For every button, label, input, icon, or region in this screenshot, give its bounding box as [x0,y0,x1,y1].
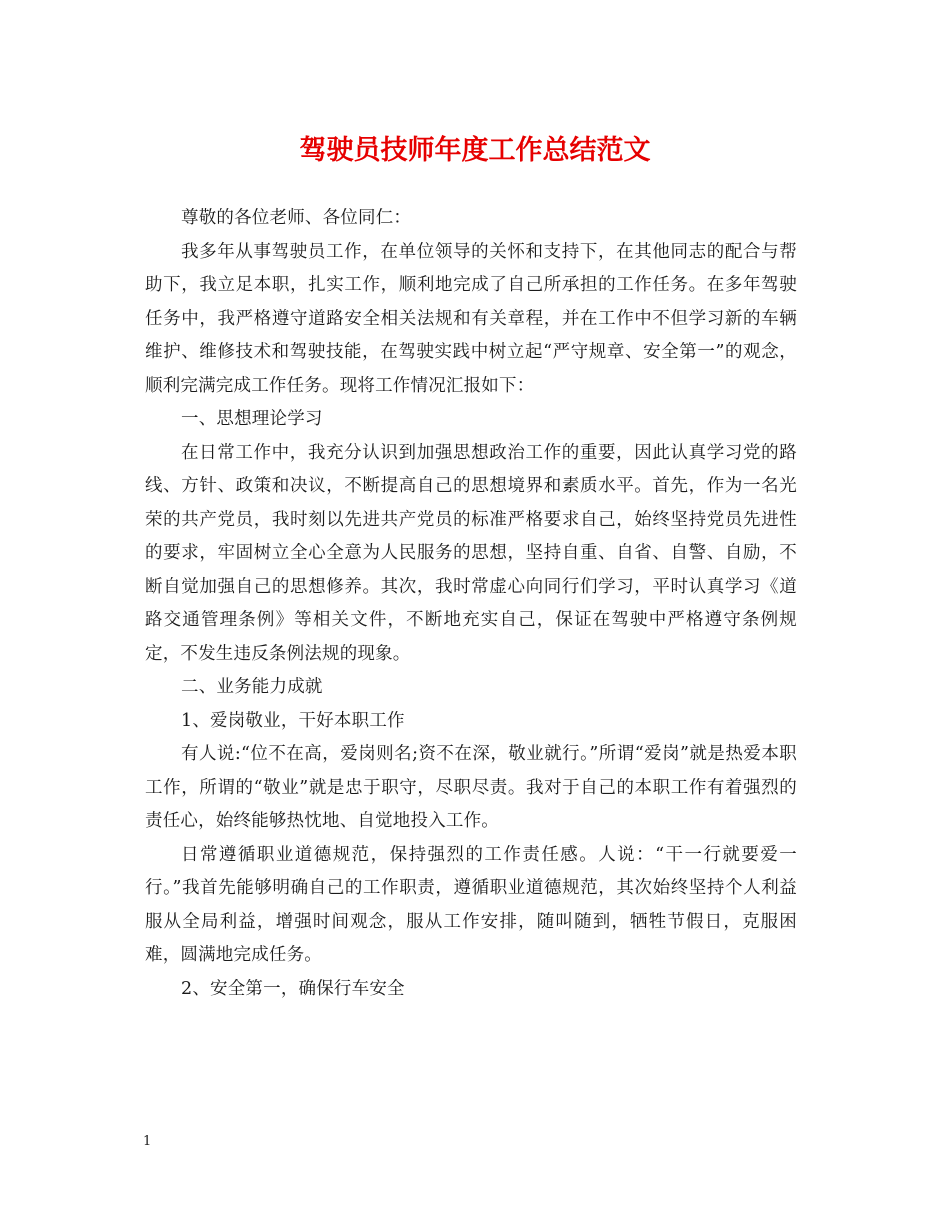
page-number: 1 [143,1134,152,1149]
subsection-heading-dedication: 1、爱岗敬业，干好本职工作 [181,710,405,731]
ideology-paragraph: 在日常工作中，我充分认识到加强思想政治工作的重要，因此认真学习党的路线、方针、政策和决议，不断提高自己的思想境界和素质水平。首先，作为一名光荣的共产党员，我时刻以先进共产党员的标准严格要求自己，始终坚持党员先进性的要求，牢固树立全心全意为人民服务的思想，坚持自重、自省、自警、自励，不断自觉加强自己的思想修养。其次，我时常虚心向同行们学习，平时认真学习《道路交通管理条例》等相关文件，不断地充实自己，保证在驾驶中严格遵守条例规定，不发生违反条例法规的现象。 [145,442,797,664]
document-body [145,202,797,1006]
salutation-paragraph: 尊敬的各位老师、各位同仁： [181,208,412,228]
ethics-paragraph: 日常遵循职业道德规范，保持强烈的工作责任感。人说：“干一行就要爱一行。”我首先能够明确自己的工作职责，遵循职业道德规范，其次始终坚持个人利益服从全局利益，增强时间观念，服从工作安排，随叫随到，牺牲节假日，克服困难，圆满地完成任务。 [145,844,797,965]
subsection-heading-safety: 2、安全第一，确保行车安全 [181,978,405,999]
section-heading-ideology: 一、思想理论学习 [181,409,323,429]
section-heading-ability: 二、业务能力成就 [181,677,323,697]
dedication-paragraph: 有人说:“位不在高，爱岗则名;资不在深，敬业就行。”所谓“爱岗”就是热爱本职工作，所谓的“敬业”就是忠于职守，尽职尽责。我对于自己的本职工作有着强烈的责任心，始终能够热忱地、自觉地投入工作。 [145,744,797,831]
document-title: 驾驶员技师年度工作总结范文 [299,135,651,166]
intro-paragraph: 我多年从事驾驶员工作，在单位领导的关怀和支持下，在其他同志的配合与帮助下，我立足本职，扎实工作，顺利地完成了自己所承担的工作任务。在多年驾驶任务中，我严格遵守道路安全相关法规和有关章程，并在工作中不但学习新的车辆维护、维修技术和驾驶技能，在驾驶实践中树立起“严守规章、安全第一”的观念，顺利完满完成工作任务。现将工作情况汇报如下： [145,241,797,396]
